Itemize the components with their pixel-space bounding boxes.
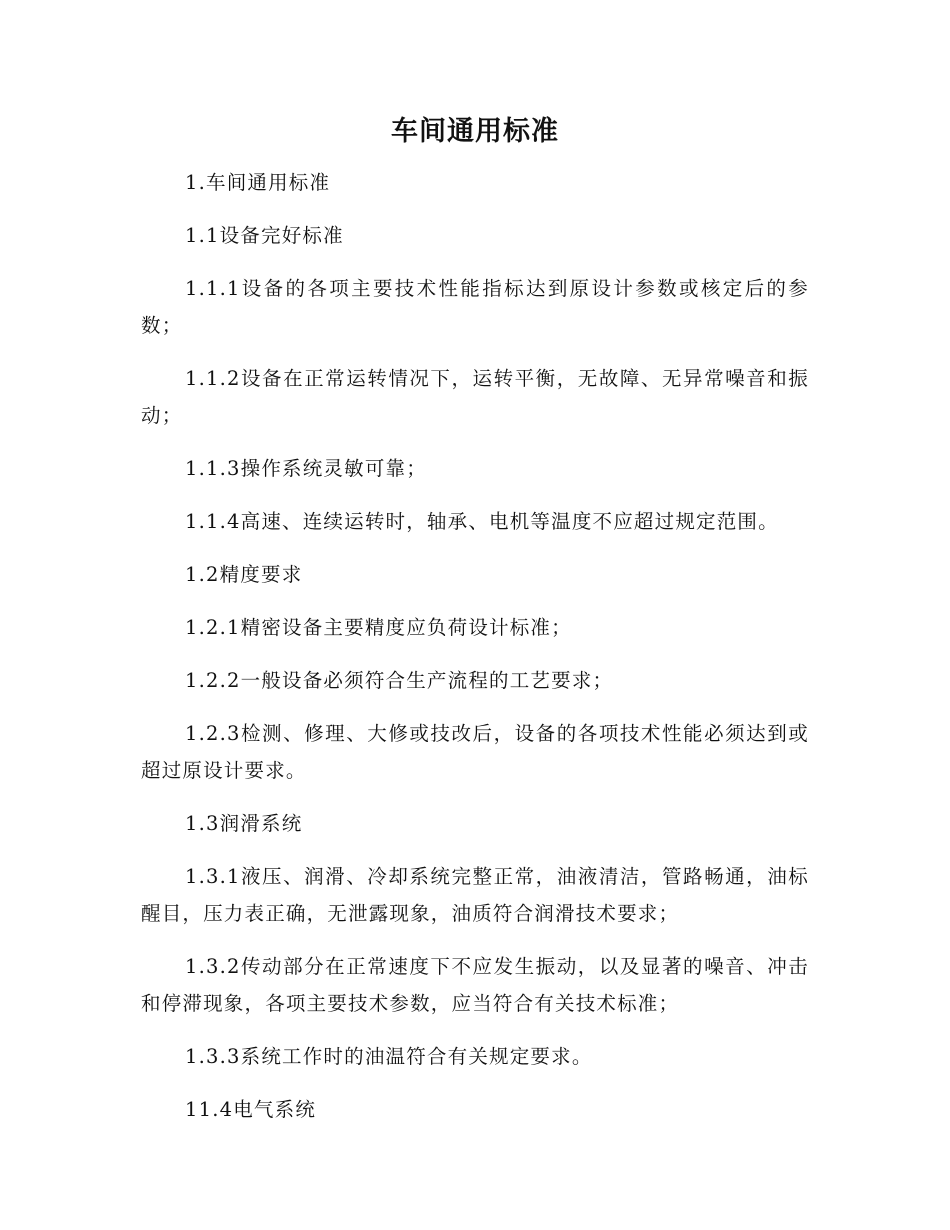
subsection-heading: 1.3润滑系统: [185, 812, 303, 835]
document-body: [141, 164, 809, 1144]
subsection-heading: 1.2精度要求: [185, 563, 303, 586]
clause-paragraph: 1.1.4高速、连续运转时，轴承、电机等温度不应超过规定范围。: [185, 510, 779, 533]
clause-paragraph: 1.2.2一般设备必须符合生产流程的工艺要求；: [185, 669, 614, 692]
clause-paragraph: 1.3.1液压、润滑、冷却系统完整正常，油液清洁，管路畅通，油标醒目，压力表正确，无泄露现象，油质符合润滑技术要求；: [141, 865, 809, 925]
clause-paragraph: 1.1.3操作系统灵敏可靠；: [185, 457, 427, 480]
clause-paragraph: 1.3.2传动部分在正常速度下不应发生振动，以及显著的噪音、冲击和停滞现象，各项主要技术参数，应当符合有关技术标准；: [141, 955, 809, 1015]
section-heading: 1.车间通用标准: [185, 171, 331, 194]
clause-paragraph: 1.3.3系统工作时的油温符合有关规定要求。: [185, 1045, 593, 1068]
document-title: 车间通用标准: [391, 116, 559, 147]
clause-paragraph: 1.2.1精密设备主要精度应负荷设计标准；: [185, 616, 572, 639]
clause-paragraph: 1.1.2设备在正常运转情况下，运转平衡，无故障、无异常噪音和振动；: [141, 367, 809, 427]
subsection-heading: 1.1设备完好标准: [185, 224, 344, 247]
clause-paragraph: 1.2.3检测、修理、大修或技改后，设备的各项技术性能必须达到或超过原设计要求。: [141, 722, 809, 782]
subsection-heading: 11.4电气系统: [185, 1098, 317, 1121]
clause-paragraph: 1.1.1设备的各项主要技术性能指标达到原设计参数或核定后的参数；: [141, 277, 809, 337]
